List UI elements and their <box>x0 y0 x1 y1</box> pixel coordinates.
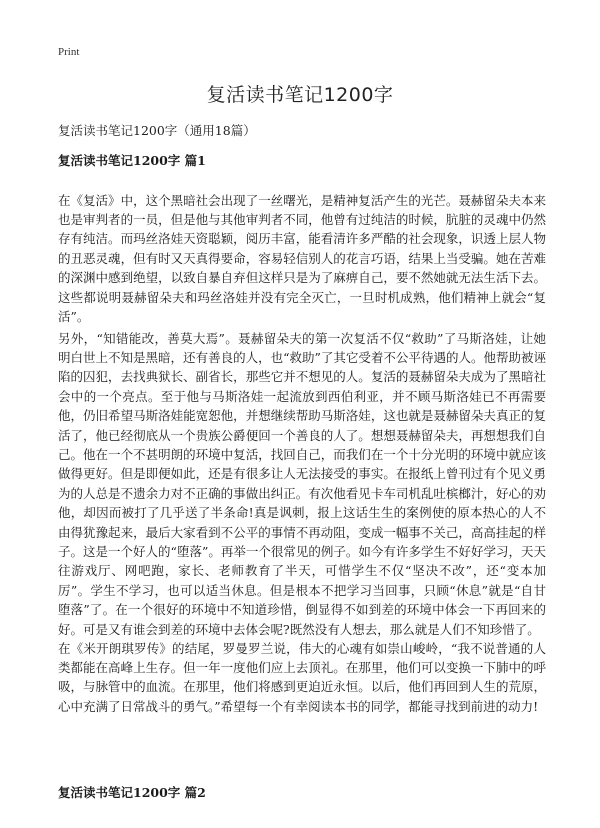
paragraph: 另外，“知错能改，善莫大焉”。聂赫留朵夫的第一次复活不仅“救助”了马斯洛娃，让她明白世上不知是黑暗，还有善良的人，也“救助”了其它受着不公平待遇的人。他帮助被诬陷的囚犯，去找典狱长、副省长，那些它并不想见的人。复活的聂赫留朵夫成为了黑暗社会中的一个亮点。至于他与马斯洛娃一起流放到西伯利亚，并不顾马斯洛娃已不再需要他，仍旧希望马斯洛娃能宽恕他，并想继续帮助马斯洛娃，这也就是聂赫留朵夫真正的复活了，他已经彻底从一个贵族公爵便回一个善良的人了。想想聂赫留朵夫，再想想我们自己。他在一个不甚明朗的环境中复活，找回自己，而我们在一个十分光明的环境中就应该做得更好。但是即便如此，还是有很多让人无法接受的事实。在报纸上曾刊过有个见义勇为的人总是不遗余力对不正确的事做出纠正。有次他看见卡车司机乱吐槟榔汁，好心的劝他，却因而被打了几乎送了半条命!真是讽刺，报上这话生生的案例使的原本热心的人不由得犹豫起来，最后大家看到不公平的事情不再动阻，变成一幅事不关己，高高挂起的样子。这是一个好人的“堕落”。再举一个很常见的例子。如今有许多学生不好好学习，天天往游戏厅、网吧跑，家长、老师教育了半天，可惜学生不仅“坚决不改”，还“变本加厉”。学生不学习，也可以适当休息。但是根本不把学习当回事，只顾“休息”就是“自甘堕落”了。在一个很好的环境中不知道珍惜，倒显得不如到差的环境中体会一下再回来的好。可是又有谁会到差的环境中去体会呢?既然没有人想去，那么就是人们不知珍惜了。 <box>58 330 546 637</box>
section-heading: 复活读书笔记1200字 篇2 <box>58 785 206 800</box>
document-title: 复活读书笔记1200字 <box>206 84 394 106</box>
section-heading: 复活读书笔记1200字 篇1 <box>58 153 206 168</box>
paragraph: 在《复活》中，这个黑暗社会出现了一丝曙光，是精神复活产生的光芒。聂赫留朵夫本来也是审判者的一员，但是他与其他审判者不同，他曾有过纯洁的时候，肮脏的灵魂中仍然存有纯洁。而玛丝洛娃天资聪颖，阅历丰富，能看清许多严酷的社会现象，识透上层人物的丑恶灵魂，但有时又天真得要命，容易轻信别人的花言巧语，结果上当受骗。她在苦难的深渊中感到绝望，以致自暴自弃但这样只是为了麻痹自己，要不然她就无法生活下去。这些都说明聂赫留朵夫和玛丝洛娃并没有完全灭亡，一旦时机成熟，他们精神上就会“复活”。 <box>58 192 546 324</box>
paragraph: 在《米开朗琪罗传》的结尾，罗曼罗兰说，伟大的心魂有如崇山峻岭，“我不说普通的人类都能在高峰上生存。但一年一度他们应上去顶礼。在那里，他们可以变换一下肺中的呼吸，与脉管中的血流。在那里，他们将感到更迫近永恒。以后，他们再回到人生的荒原，心中充满了日常战斗的勇气。”希望每一个有幸阅读本书的同学，都能寻找到前进的动力! <box>58 640 546 714</box>
document-subtitle: 复活读书笔记1200字（通用18篇） <box>58 123 256 138</box>
print-link[interactable]: Print <box>58 46 80 58</box>
